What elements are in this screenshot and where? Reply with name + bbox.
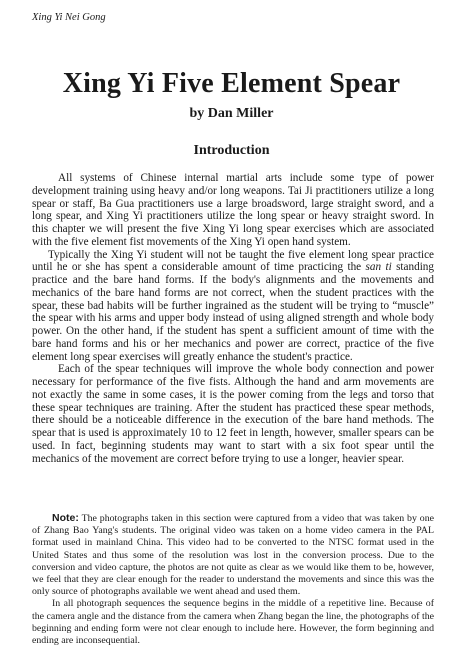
paragraph-2 xyxy=(32,249,434,364)
note-text-1: The photographs taken in this section were captured from a video that was taken by one of Zhang Bao Yang's students. The original video was taken on a home video camera in the PAL format used in mainland China. This video had to be converted to the NTSC format used in the United States and thus some of the resolution was lost in the conversion process. Due to the conversion and video capture, the photos are not quite as clear as we would like them to be, however, we feel that they are clear enough for the reader to understand the movements and since this was the only source of photographs available we went ahead and used them. xyxy=(32,513,434,598)
note-paragraph-2: In all photograph sequences the sequence begins in the middle of a repetitive line. Because of the camera angle and the distance from the camera when Zhang began the line, the photographs of the beginning and ending form were not clear enough to include here. However, the form beginning and ending are inconsequential. xyxy=(32,598,434,647)
section-heading: Introduction xyxy=(193,143,270,158)
running-header: Xing Yi Nei Gong xyxy=(32,12,106,23)
author-byline: by Dan Miller xyxy=(189,106,274,121)
note-paragraph-1 xyxy=(32,512,434,598)
note-label: Note: xyxy=(52,512,79,524)
body-text xyxy=(32,172,434,465)
photo-note xyxy=(32,512,434,647)
paragraph-2-end: standing practice and the bare hand forms. If the body's alignments and the movements and mechanics of the bare hand forms are not correct, when the student practices with the spear, these bad habits will be further ingrained as the student will be trying to “muscle” the spear with his arms and upper body instead of using aligned strength and whole body power. On the other hand, if the student has spent a sufficient amount of time with the bare hand forms and his or her mechanics and power are correct, practice of the five element long spear exercises will greatly enhance the student's practice. xyxy=(32,261,434,363)
chapter-title: Xing Yi Five Element Spear xyxy=(62,68,401,99)
paragraph-3: Each of the spear techniques will improve the whole body connection and power necessary for performance of the five fists. Although the hand and arm movements are not exactly the same in some cases, it is the power coming from the legs and torso that these spear techniques are training. After the student has practiced these spear methods, there should be a noticeable difference in the execution of the bare hand methods. The spear that is used is approximately 10 to 12 feet in length, however, smaller spears can be used. In fact, beginning students may want to start with a six foot spear until the mechanics of the movement are correct before trying to use a longer, heavier spear. xyxy=(32,363,434,465)
paragraph-2-start: Typically the Xing Yi student will not be taught the five element long spear practice until he or she has spent a considerable amount of time practicing the xyxy=(32,248,434,274)
san-ti-term: san ti xyxy=(365,261,392,274)
paragraph-1: All systems of Chinese internal martial arts include some type of power development training using heavy and/or long weapons. Tai Ji practitioners utilize a long spear or staff, Ba Gua practitioners use a large broadsword, large straight sword, and a long spear, and Xing Yi practitioners utilize the long spear or heavy straight sword. In this chapter we will present the five Xing Yi long spear exercises which are associated with the five element fist movements of the Xing Yi open hand system. xyxy=(32,172,434,248)
